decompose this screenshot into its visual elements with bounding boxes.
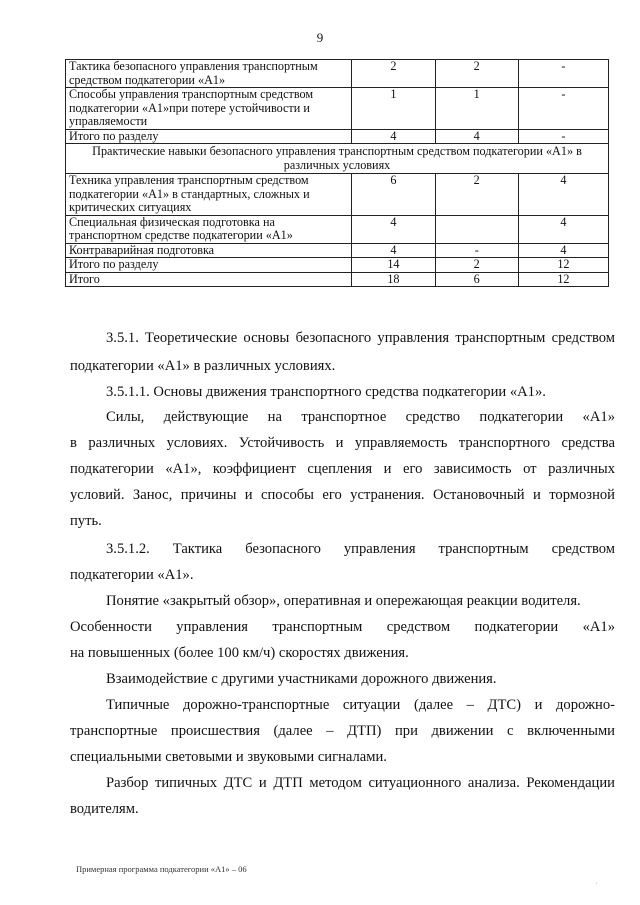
table-row [66,174,609,216]
theory-hours-cell: - [435,243,518,258]
para-forces-line1: Силы, действующие на транспортное средство подкатегории «А1» [106,409,615,425]
practice-hours-cell: 4 [518,215,608,243]
total-hours-cell: 2 [352,60,435,88]
topic-cell: Контраварийная подготовка [66,243,352,258]
practice-hours-cell: 4 [518,243,608,258]
para-3-5-1-line2: подкатегории «А1» в различных условиях. [70,358,336,374]
total-hours-cell: 1 [352,88,435,130]
topic-cell: Итого по разделу [66,129,352,144]
table-row [66,60,609,88]
practice-hours-cell: - [518,88,608,130]
table-row [66,215,609,243]
para-3-5-1-2-line1: 3.5.1.2. Тактика безопасного управления транспортным средством [106,541,615,557]
para-analysis-line1: Разбор типичных ДТС и ДТП методом ситуационного анализа. Рекомендации [106,775,615,791]
topic-cell: Тактика безопасного управления транспортным средством подкатегории «А1» [66,60,352,88]
theory-hours-cell: 6 [435,272,518,287]
table-row [66,258,609,273]
para-closed-view-line3: на повышенных (более 100 км/ч) скоростях движения. [70,645,409,661]
total-hours-cell: 4 [352,215,435,243]
para-forces-line5: путь. [70,513,102,529]
para-analysis-line2: водителям. [70,801,139,817]
theory-hours-cell: 2 [435,60,518,88]
table-row [66,88,609,130]
topic-cell: Специальная физическая подготовка на транспортном средстве подкатегории «А1» [66,215,352,243]
total-hours-cell: 6 [352,174,435,216]
theory-hours-cell: 1 [435,88,518,130]
table-row [66,243,609,258]
theory-hours-cell [435,215,518,243]
total-hours-cell: 4 [352,243,435,258]
total-hours-cell: 18 [352,272,435,287]
topic-cell: Способы управления транспортным средством подкатегории «А1»при потере устойчивости и управляемости [66,88,352,130]
practice-hours-cell: 12 [518,272,608,287]
table-row [66,129,609,144]
para-typical-line1: Типичные дорожно-транспортные ситуации (далее – ДТС) и дорожно- [106,697,615,713]
para-3-5-1-1: 3.5.1.1. Основы движения транспортного средства подкатегории «А1». [106,384,546,400]
para-forces-line2: в различных условиях. Устойчивость и управляемость транспортного средства [70,435,615,451]
corner-mark: · [595,879,598,888]
practice-hours-cell: - [518,129,608,144]
section-heading: Практические навыки безопасного управления транспортным средством подкатегории «А1» в различных условиях [66,144,609,174]
table-row [66,272,609,287]
table-section-row [66,144,609,174]
para-interaction: Взаимодействие с другими участниками дорожного движения. [106,671,497,687]
theory-hours-cell: 2 [435,258,518,273]
practice-hours-cell: - [518,60,608,88]
practice-hours-cell: 12 [518,258,608,273]
para-closed-view-line1: Понятие «закрытый обзор», оперативная и опережающая реакции водителя. [106,593,581,609]
para-closed-view-line2: Особенности управления транспортным средством подкатегории «А1» [70,619,615,635]
para-3-5-1-2-line2: подкатегории «А1». [70,567,194,583]
total-hours-cell: 4 [352,129,435,144]
practice-hours-cell: 4 [518,174,608,216]
para-forces-line4: условий. Занос, причины и способы его устранения. Остановочный и тормозной [70,487,615,503]
theory-hours-cell: 4 [435,129,518,144]
total-hours-cell: 14 [352,258,435,273]
topic-cell: Итого по разделу [66,258,352,273]
para-3-5-1-line1: 3.5.1. Теоретические основы безопасного управления транспортным средством [106,330,615,346]
page-footer: Примерная программа подкатегории «А1» – 06 [76,864,247,874]
theory-hours-cell: 2 [435,174,518,216]
para-typical-line3: специальными световыми и звуковыми сигналами. [70,749,387,765]
program-table [65,59,609,287]
para-typical-line2: транспортные происшествия (далее – ДТП) при движении с включенными [70,723,615,739]
page-number: 9 [316,30,324,45]
topic-cell: Техника управления транспортным средством подкатегории «А1» в стандартных, сложных и критических ситуациях [66,174,352,216]
topic-cell: Итого [66,272,352,287]
para-forces-line3: подкатегории «А1», коэффициент сцепления и его зависимость от различных [70,461,615,477]
